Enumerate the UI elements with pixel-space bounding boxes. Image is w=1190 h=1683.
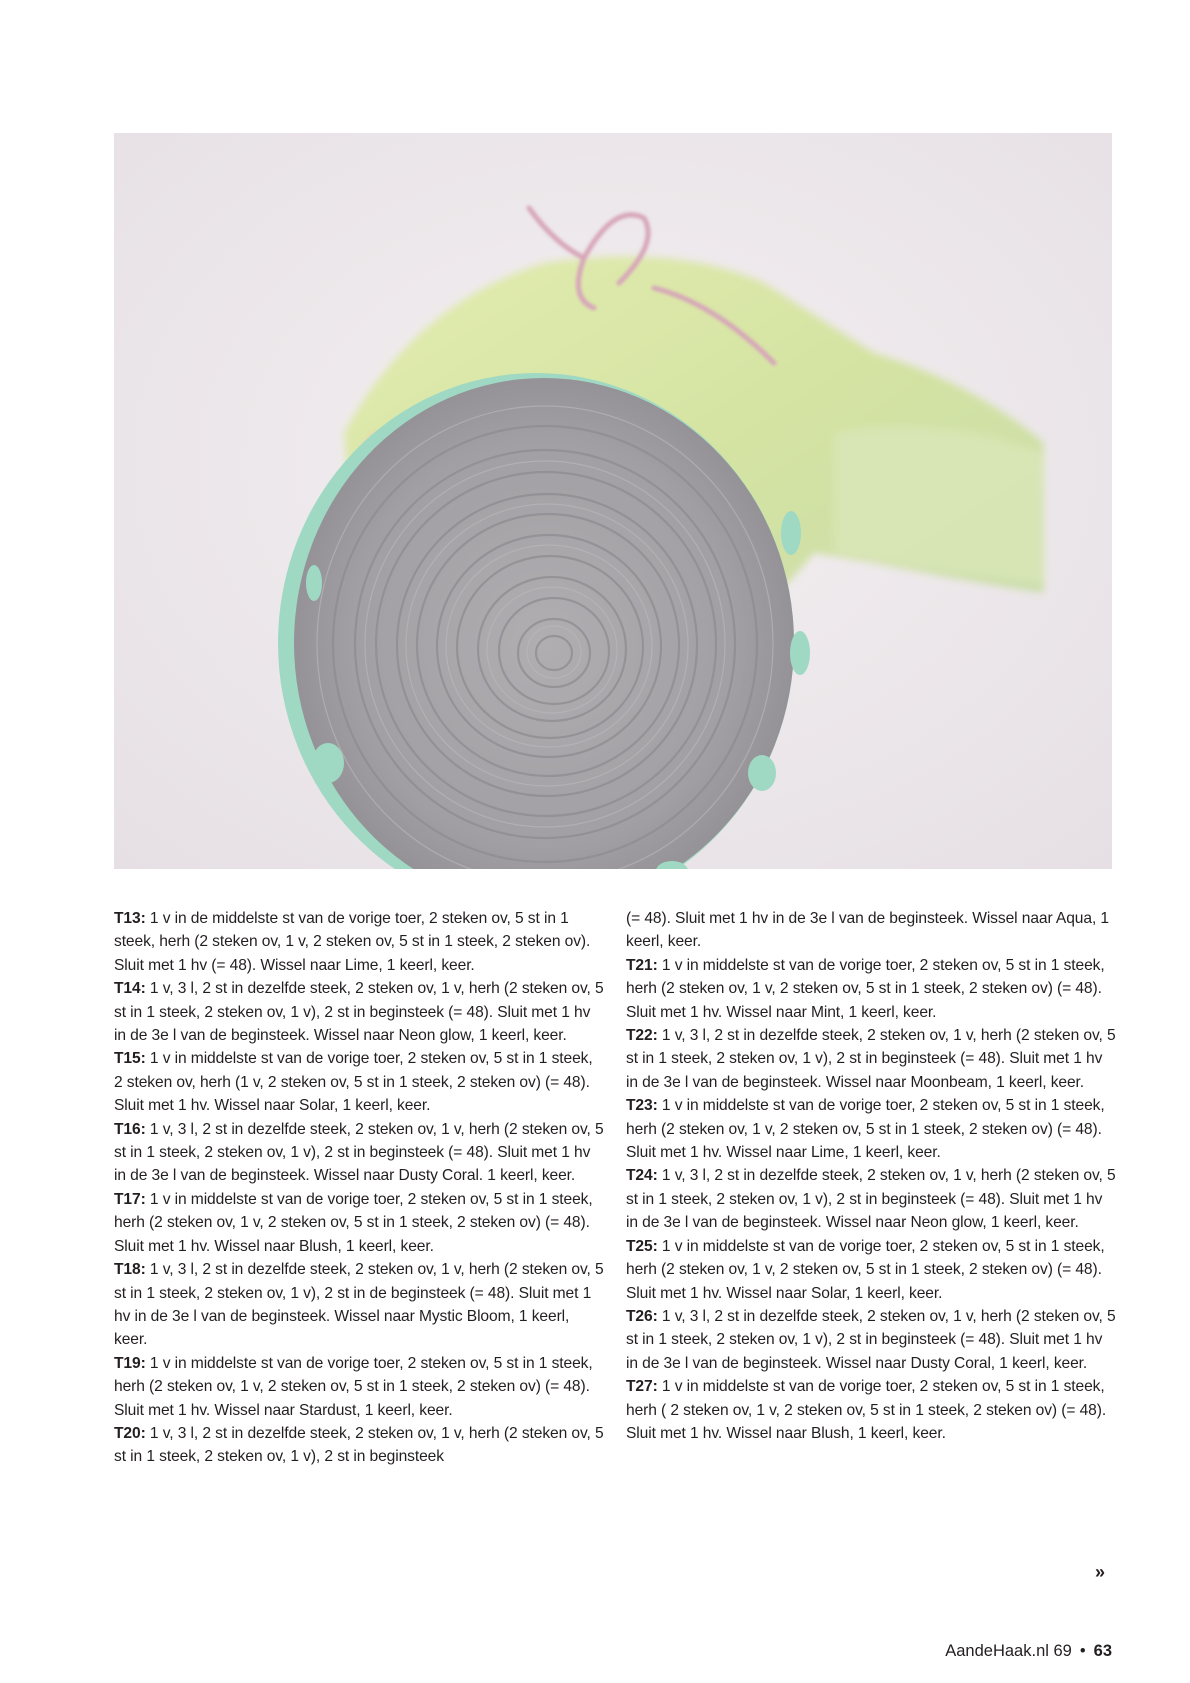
pattern-column-right <box>626 907 1116 1445</box>
step-text: 1 v in de middelste st van de vorige toer, 2 steken ov, 5 st in 1 steek, herh (2 steken ov, 1 v, 2 steken ov, 5 st in 1 steek, 2 steken ov). Sluit met 1 hv (= 48). Wissel naar Lime, 1 keerl, keer. <box>114 910 591 974</box>
step-text: 1 v, 3 l, 2 st in dezelfde steek, 2 steken ov, 1 v, herh (2 steken ov, 5 st in 1 steek, 2 steken ov, 1 v), 2 st in beginsteek <box>114 1424 604 1466</box>
step-text: 1 v, 3 l, 2 st in dezelfde steek, 2 steken ov, 1 v, herh (2 steken ov, 5 st in 1 steek, 2 steken ov, 1 v), 2 st in beginsteek (= 48). Sluit met 1 hv in de 3e l van de beginsteek. Wissel naar Dusty Coral. 1 keerl, keer. <box>114 1120 604 1185</box>
pattern-column-left <box>114 907 604 1469</box>
step-label: T23: <box>626 1097 658 1115</box>
pattern-step-t19 <box>114 1352 604 1422</box>
pattern-step-t20 <box>114 1422 604 1469</box>
pattern-step-t16 <box>114 1118 604 1188</box>
crochet-bag-bottom-photo <box>114 133 1112 869</box>
step-text: 1 v, 3 l, 2 st in dezelfde steek, 2 steken ov, 1 v, herh (2 steken ov, 5 st in 1 steek, 2 steken ov, 1 v), 2 st in de beginsteek (= 48). Sluit met 1 hv in de 3e l van de beginsteek. Wissel naar Mystic Bloom, 1 keerl, keer. <box>114 1261 604 1349</box>
magazine-name: AandeHaak.nl 69 <box>945 1642 1072 1660</box>
pattern-step-t21 <box>626 954 1116 1024</box>
bullet-separator: • <box>1079 1642 1086 1660</box>
continue-arrow-icon: » <box>1095 1562 1106 1582</box>
step-label: T24: <box>626 1167 658 1185</box>
step-label: T16: <box>114 1120 146 1138</box>
step-label: T17: <box>114 1190 146 1208</box>
step-label: T25: <box>626 1237 658 1255</box>
step-label: T21: <box>626 956 658 974</box>
step-text: 1 v in middelste st van de vorige toer, 2 steken ov, 5 st in 1 steek, herh (2 steken ov, 1 v, 2 steken ov, 5 st in 1 steek, 2 steken ov) (= 48). Sluit met 1 hv. Wissel naar Stardust, 1 keerl, keer. <box>114 1354 593 1419</box>
pattern-step-t13 <box>114 907 604 977</box>
pattern-step-t25 <box>626 1235 1116 1305</box>
step-text: 1 v, 3 l, 2 st in dezelfde steek, 2 steken ov, 1 v, herh (2 steken ov, 5 st in 1 steek, 2 steken ov, 1 v), 2 st in beginsteek (= 48). Sluit met 1 hv in de 3e l van de beginsteek. Wissel naar Dusty Coral, 1 keerl, keer. <box>626 1307 1116 1372</box>
step-label: T26: <box>626 1307 658 1325</box>
step-label: T14: <box>114 980 146 998</box>
pattern-step-t18 <box>114 1258 604 1352</box>
page-number: 63 <box>1093 1642 1112 1660</box>
step-label: T20: <box>114 1424 146 1442</box>
step-label: T19: <box>114 1354 146 1372</box>
step-label: T27: <box>626 1378 658 1396</box>
step-text: 1 v in middelste st van de vorige toer, 2 steken ov, 5 st in 1 steek, herh (2 steken ov, 1 v, 2 steken ov, 5 st in 1 steek, 2 steken ov) (= 48). Sluit met 1 hv. Wissel naar Lime, 1 keerl, keer. <box>626 1097 1105 1162</box>
pattern-step-t23 <box>626 1094 1116 1164</box>
step-text: 1 v, 3 l, 2 st in dezelfde steek, 2 steken ov, 1 v, herh (2 steken ov, 5 st in 1 steek, 2 steken ov, 1 v), 2 st in beginsteek (= 48). Sluit met 1 hv in de 3e l van de beginsteek. Wissel naar Neon glow, 1 keerl, keer. <box>114 980 604 1045</box>
step-text: 1 v, 3 l, 2 st in dezelfde steek, 2 steken ov, 1 v, herh (2 steken ov, 5 st in 1 steek, 2 steken ov, 1 v), 2 st in beginsteek (= 48). Sluit met 1 hv in de 3e l van de beginsteek. Wissel naar Moonbeam, 1 keerl, keer. <box>626 1027 1116 1091</box>
pattern-step-t26 <box>626 1305 1116 1375</box>
step-label: T15: <box>114 1050 146 1068</box>
step-text: 1 v, 3 l, 2 st in dezelfde steek, 2 steken ov, 1 v, herh (2 steken ov, 5 st in 1 steek, 2 steken ov, 1 v), 2 st in beginsteek (= 48). Sluit met 1 hv in de 3e l van de beginsteek. Wissel naar Neon glow, 1 keerl, keer. <box>626 1167 1116 1232</box>
pattern-step-t27 <box>626 1375 1116 1445</box>
page-footer <box>945 1642 1112 1661</box>
step-text: 1 v in middelste st van de vorige toer, 2 steken ov, 5 st in 1 steek, 2 steken ov, herh (1 v, 2 steken ov, 5 st in 1 steek, 2 steken ov) (= 48). Sluit met 1 hv. Wissel naar Solar, 1 keerl, keer. <box>114 1050 593 1115</box>
pattern-step-t17 <box>114 1188 604 1258</box>
pattern-step-t20-continued <box>626 907 1116 954</box>
step-text: 1 v in middelste st van de vorige toer, 2 steken ov, 5 st in 1 steek, herh (2 steken ov, 1 v, 2 steken ov, 5 st in 1 steek, 2 steken ov) (= 48). Sluit met 1 hv. Wissel naar Mint, 1 keerl, keer. <box>626 956 1105 1021</box>
step-label: T22: <box>626 1027 658 1045</box>
pattern-step-t24 <box>626 1164 1116 1234</box>
step-text: (= 48). Sluit met 1 hv in de 3e l van de beginsteek. Wissel naar Aqua, 1 keerl, keer. <box>626 910 1109 951</box>
pattern-step-t22 <box>626 1024 1116 1094</box>
pattern-step-t14 <box>114 977 604 1047</box>
step-text: 1 v in middelste st van de vorige toer, 2 steken ov, 5 st in 1 steek, herh (2 steken ov, 1 v, 2 steken ov, 5 st in 1 steek, 2 steken ov) (= 48). Sluit met 1 hv. Wissel naar Blush, 1 keerl, keer. <box>114 1190 593 1255</box>
step-text: 1 v in middelste st van de vorige toer, 2 steken ov, 5 st in 1 steek, herh (2 steken ov, 1 v, 2 steken ov, 5 st in 1 steek, 2 steken ov) (= 48). Sluit met 1 hv. Wissel naar Solar, 1 keerl, keer. <box>626 1237 1105 1302</box>
step-text: 1 v in middelste st van de vorige toer, 2 steken ov, 5 st in 1 steek, herh ( 2 steken ov, 1 v, 2 steken ov, 5 st in 1 steek, 2 steken ov) (= 48). Sluit met 1 hv. Wissel naar Blush, 1 keerl, keer. <box>626 1378 1107 1442</box>
pattern-step-t15 <box>114 1047 604 1117</box>
step-label: T13: <box>114 910 146 927</box>
step-label: T18: <box>114 1261 146 1279</box>
